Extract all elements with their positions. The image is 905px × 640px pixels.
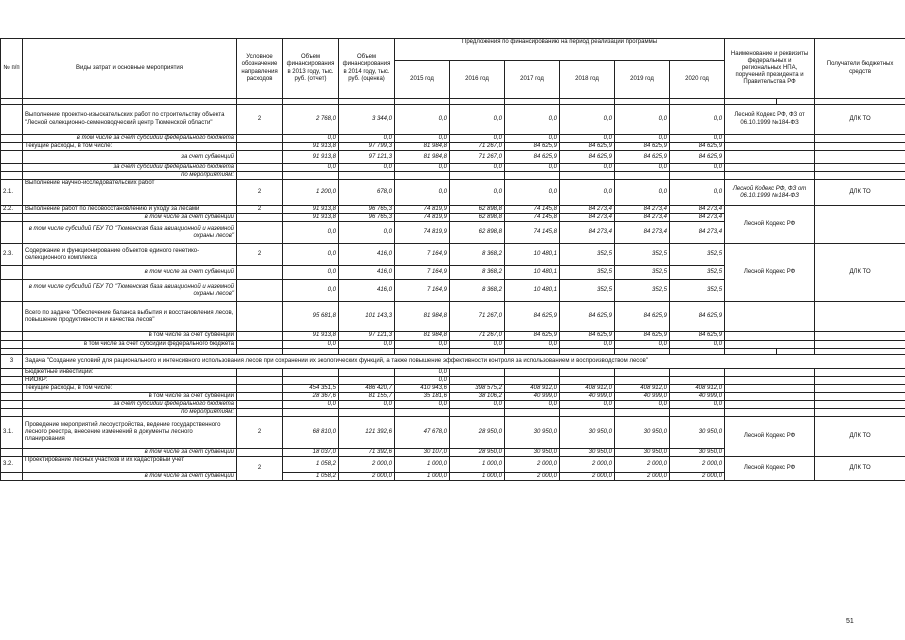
cell-value: 0,0 [450, 135, 505, 143]
cell-value: 1 000,0 [450, 473, 505, 481]
cell-value: 1 000,0 [395, 457, 450, 473]
cell-value: 10 480,1 [505, 266, 560, 280]
cell-value: 30 950,0 [505, 417, 560, 449]
cell-value: 35 181,6 [395, 392, 450, 400]
row-label: по мероприятиям: [23, 409, 237, 417]
row-code: 2 [237, 457, 283, 481]
row-label: в том числе субсидий ГБУ ТО "Тюменская база авиационной и наземной охраны лесов" [23, 280, 237, 302]
year-header: 2015 год [395, 61, 450, 99]
row-label: Всего по задаче "Обеспечение баланса выбытия и восстановления лесов, повышение продуктивности и качества лесов" [23, 302, 237, 332]
cell-value: 84 625,9 [560, 332, 615, 340]
cell-value: 0,0 [283, 280, 339, 302]
cell-value: 1 058,2 [283, 473, 339, 481]
cell-value: 2 000,0 [339, 457, 395, 473]
year-header: 2016 год [450, 61, 505, 99]
cell-value: 408 912,0 [560, 384, 615, 392]
cell-value: 0,0 [615, 180, 670, 206]
cell-value: 352,5 [560, 280, 615, 302]
cell-value: 0,0 [615, 135, 670, 143]
financing-table [0, 38, 905, 481]
cell-value: 97 121,3 [339, 332, 395, 340]
row-act: Лесной Кодекс РФ, ФЗ от 06.10.1999 №184-ФЗ [725, 180, 815, 206]
cell-value: 0,0 [670, 164, 725, 172]
row-label: Текущие расходы, в том числе: [23, 384, 237, 392]
table-row [1, 164, 905, 172]
cell-value: 408 912,0 [615, 384, 670, 392]
col-code-header: Условное обозначение направления расходов [237, 39, 283, 99]
cell-value: 0,0 [670, 340, 725, 348]
cell-value: 84 625,9 [560, 151, 615, 164]
cell-value: 91 913,8 [283, 151, 339, 164]
cell-value: 0,0 [283, 340, 339, 348]
cell-value: 0,0 [283, 135, 339, 143]
row-label: в том числе за счет субсидий федерального бюджета [23, 340, 237, 348]
cell-value: 352,5 [560, 244, 615, 266]
cell-value: 74 819,9 [395, 214, 450, 222]
cell-value: 30 950,0 [670, 449, 725, 457]
cell-value: 2 000,0 [615, 473, 670, 481]
row-label: Текущие расходы, в том числе: [23, 143, 237, 151]
row-label: Проектирование лесных участков и их кадастровый учет [23, 457, 237, 473]
cell-value: 47 678,0 [395, 417, 450, 449]
cell-value: 352,5 [615, 244, 670, 266]
cell-value: 352,5 [670, 266, 725, 280]
table-row [1, 409, 905, 417]
cell-value: 30 950,0 [615, 449, 670, 457]
table-row [1, 244, 905, 266]
row-code: 2 [237, 180, 283, 206]
cell-value: 0,0 [283, 244, 339, 266]
cell-value: 81 984,8 [395, 302, 450, 332]
table-row [1, 105, 905, 135]
year-header: 2018 год [560, 61, 615, 99]
cell-value: 84 625,9 [560, 143, 615, 151]
col-proposals-header: Предложения по финансированию на период реализации программы [395, 39, 725, 61]
cell-value: 2 000,0 [670, 473, 725, 481]
row-num: 2.3. [1, 244, 23, 266]
cell-value: 18 037,0 [283, 449, 339, 457]
row-label: за счет субсидий федерального бюджета [23, 164, 237, 172]
table-row [1, 340, 905, 348]
cell-value: 1 000,0 [395, 473, 450, 481]
cell-value: 352,5 [670, 280, 725, 302]
year-header: 2017 год [505, 61, 560, 99]
cell-value: 0,0 [670, 105, 725, 135]
row-code: 2 [237, 417, 283, 449]
cell-value: 84 273,4 [615, 222, 670, 244]
cell-value: 0,0 [395, 105, 450, 135]
cell-value: 84 625,9 [615, 151, 670, 164]
cell-value: 0,0 [395, 340, 450, 348]
cell-value: 74 145,8 [505, 206, 560, 214]
cell-value: 0,0 [615, 164, 670, 172]
cell-value: 71 392,6 [339, 449, 395, 457]
cell-value: 0,0 [505, 105, 560, 135]
cell-value: 0,0 [339, 164, 395, 172]
table-row [1, 417, 905, 449]
row-code: 2 [237, 105, 283, 135]
cell-value: 0,0 [450, 400, 505, 408]
cell-value: 0,0 [505, 180, 560, 206]
cell-value: 91 913,8 [283, 332, 339, 340]
cell-value: 121 392,6 [339, 417, 395, 449]
cell-value: 84 273,4 [560, 222, 615, 244]
cell-value: 30 950,0 [615, 417, 670, 449]
cell-value: 8 368,2 [450, 280, 505, 302]
cell-value: 84 625,9 [615, 302, 670, 332]
cell-value: 84 625,9 [615, 332, 670, 340]
row-label: по мероприятиям: [23, 172, 237, 180]
cell-value: 0,0 [339, 340, 395, 348]
row-label: в том числе за счет субвенций [23, 473, 237, 481]
row-act: Лесной Кодекс РФ [725, 417, 815, 457]
table-row [1, 457, 905, 473]
cell-value: 8 368,2 [450, 244, 505, 266]
cell-value: 352,5 [615, 280, 670, 302]
cell-value: 30 950,0 [560, 417, 615, 449]
table-row [1, 384, 905, 392]
cell-value: 28 367,6 [283, 392, 339, 400]
cell-value: 84 625,9 [505, 151, 560, 164]
cell-value: 352,5 [560, 266, 615, 280]
row-recipient: ДЛК ТО [815, 244, 905, 302]
cell-value: 0,0 [395, 376, 450, 384]
table-row [1, 206, 905, 214]
col-recipients-header: Получатели бюджетных средств [815, 39, 905, 99]
year-header: 2020 год [670, 61, 725, 99]
cell-value: 38 106,2 [450, 392, 505, 400]
cell-value: 84 273,4 [670, 206, 725, 214]
row-code: 2 [237, 244, 283, 266]
cell-value: 0,0 [283, 164, 339, 172]
cell-value: 101 143,3 [339, 302, 395, 332]
cell-value: 84 273,4 [670, 222, 725, 244]
row-act: Лесной Кодекс РФ [725, 457, 815, 481]
cell-value: 68 810,0 [283, 417, 339, 449]
cell-value: 408 912,0 [505, 384, 560, 392]
cell-value: 7 164,9 [395, 280, 450, 302]
cell-value: 84 625,9 [505, 143, 560, 151]
task-title: Задача "Создание условий для рационального и интенсивного использования лесов при сохранении их экологических функций, а также повышение эффективности контроля за использованием и воспроизводством лесов" [23, 354, 905, 368]
row-label: Выполнение проектно-изыскательских работ по строительству объекта "Лесной селекционно-семеноводческий центр Тюменской области" [23, 105, 237, 135]
cell-value: 2 000,0 [670, 457, 725, 473]
cell-value: 10 480,1 [505, 244, 560, 266]
row-label: НИОКР: [23, 376, 237, 384]
col-2013-header: Объем финансирования в 2013 году, тыс. руб. (отчет) [283, 39, 339, 99]
cell-value: 96 765,3 [339, 214, 395, 222]
cell-value: 2 000,0 [615, 457, 670, 473]
cell-value: 84 625,9 [505, 332, 560, 340]
cell-value: 678,0 [339, 180, 395, 206]
cell-value: 81 155,7 [339, 392, 395, 400]
cell-value: 91 913,8 [283, 143, 339, 151]
cell-value: 84 273,4 [560, 214, 615, 222]
cell-value: 0,0 [395, 164, 450, 172]
cell-value: 0,0 [450, 105, 505, 135]
cell-value: 398 575,2 [450, 384, 505, 392]
cell-value: 0,0 [560, 340, 615, 348]
row-label: в том числе за счет субвенций [23, 266, 237, 280]
cell-value: 84 625,9 [670, 143, 725, 151]
row-label: Выполнение работ по лесовосстановлению и уходу за лесами [23, 206, 237, 214]
row-label: в том числе за счет субвенций [23, 332, 237, 340]
cell-value: 0,0 [283, 400, 339, 408]
cell-value: 74 819,9 [395, 206, 450, 214]
cell-value: 81 984,8 [395, 151, 450, 164]
cell-value: 2 768,0 [283, 105, 339, 135]
row-num: 2.1. [1, 180, 23, 206]
cell-value: 0,0 [560, 135, 615, 143]
row-label: Бюджетные инвестиции: [23, 368, 237, 376]
cell-value: 71 267,0 [450, 332, 505, 340]
cell-value: 96 765,3 [339, 206, 395, 214]
cell-value: 1 058,2 [283, 457, 339, 473]
col-type-header: Виды затрат и основные мероприятия [23, 39, 237, 99]
table-row [1, 172, 905, 180]
cell-value: 40 999,0 [670, 392, 725, 400]
cell-value: 0,0 [505, 340, 560, 348]
cell-value: 74 145,8 [505, 222, 560, 244]
row-act: Лесной Кодекс РФ [725, 244, 815, 302]
cell-value: 84 625,9 [670, 151, 725, 164]
cell-value: 352,5 [615, 266, 670, 280]
cell-value: 84 625,9 [670, 302, 725, 332]
table-row [1, 392, 905, 400]
row-label: Выполнение научно-исследовательских работ [23, 180, 237, 206]
col-num-header: № п/п [1, 39, 23, 99]
table-row [1, 400, 905, 408]
cell-value: 0,0 [615, 105, 670, 135]
table-row [1, 180, 905, 206]
cell-value: 3 344,0 [339, 105, 395, 135]
row-act: Лесной Кодекс РФ [725, 206, 815, 244]
cell-value: 0,0 [339, 135, 395, 143]
cell-value: 8 368,2 [450, 266, 505, 280]
cell-value: 0,0 [450, 164, 505, 172]
cell-value: 0,0 [560, 105, 615, 135]
cell-value: 1 200,0 [283, 180, 339, 206]
col-2014-header: Объем финансирования в 2014 году, тыс. руб. (оценка) [339, 39, 395, 99]
table-row [1, 376, 905, 384]
cell-value: 71 267,0 [450, 143, 505, 151]
cell-value: 74 819,9 [395, 222, 450, 244]
cell-value: 2 000,0 [560, 473, 615, 481]
cell-value: 28 950,0 [450, 417, 505, 449]
cell-value: 486 420,7 [339, 384, 395, 392]
cell-value: 97 121,3 [339, 151, 395, 164]
cell-value: 0,0 [283, 266, 339, 280]
cell-value: 0,0 [615, 340, 670, 348]
cell-value: 81 984,8 [395, 332, 450, 340]
cell-value: 30 107,0 [395, 449, 450, 457]
cell-value: 0,0 [505, 164, 560, 172]
cell-value: 2 000,0 [505, 457, 560, 473]
row-label: Содержание и функционирование объектов единого генетико-селекционного комплекса [23, 244, 237, 266]
cell-value: 74 145,8 [505, 214, 560, 222]
cell-value: 0,0 [395, 400, 450, 408]
cell-value: 30 950,0 [505, 449, 560, 457]
cell-value: 84 625,9 [505, 302, 560, 332]
row-label: в том числе субсидий ГБУ ТО "Тюменская база авиационной и наземной охраны лесов" [23, 222, 237, 244]
cell-value: 84 273,4 [670, 214, 725, 222]
cell-value: 84 273,4 [615, 206, 670, 214]
cell-value: 2 000,0 [339, 473, 395, 481]
cell-value: 2 000,0 [560, 457, 615, 473]
cell-value: 0,0 [560, 400, 615, 408]
cell-value: 30 950,0 [670, 417, 725, 449]
row-recipient: ДЛК ТО [815, 457, 905, 481]
cell-value: 40 999,0 [560, 392, 615, 400]
cell-value: 352,5 [670, 244, 725, 266]
cell-value: 0,0 [670, 180, 725, 206]
col-acts-header: Наименование и реквизиты федеральных и региональных НПА, поручений президента и Правительства РФ [725, 39, 815, 99]
cell-value: 95 681,8 [283, 302, 339, 332]
cell-value: 84 273,4 [560, 206, 615, 214]
row-label: Проведение мероприятий лесоустройства, ведение государственного лесного реестра, внесение изменений в документы лесного планирования [23, 417, 237, 449]
table-row [1, 143, 905, 151]
cell-value: 84 273,4 [615, 214, 670, 222]
row-label: в том числе за счет субсидий федерального бюджета [23, 135, 237, 143]
cell-value: 0,0 [615, 400, 670, 408]
cell-value: 84 625,9 [615, 143, 670, 151]
cell-value: 84 625,9 [670, 332, 725, 340]
cell-value: 1 000,0 [450, 457, 505, 473]
cell-value: 81 984,8 [395, 143, 450, 151]
cell-value: 454 351,5 [283, 384, 339, 392]
cell-value: 0,0 [283, 222, 339, 244]
row-num: 3.2. [1, 457, 23, 473]
cell-value: 0,0 [670, 135, 725, 143]
cell-value: 62 898,8 [450, 206, 505, 214]
cell-value: 0,0 [450, 340, 505, 348]
cell-value: 0,0 [395, 180, 450, 206]
cell-value: 416,0 [339, 266, 395, 280]
row-num: 3 [1, 354, 23, 368]
table-row [1, 302, 905, 332]
cell-value: 91 913,8 [283, 206, 339, 214]
cell-value: 28 950,0 [450, 449, 505, 457]
cell-value: 40 999,0 [615, 392, 670, 400]
cell-value: 0,0 [395, 368, 450, 376]
cell-value: 0,0 [339, 400, 395, 408]
row-recipient: ДЛК ТО [815, 180, 905, 206]
table-row [1, 368, 905, 376]
row-label: в том числе за счет субвенций [23, 214, 237, 222]
cell-value: 416,0 [339, 280, 395, 302]
page-number: 51 [846, 618, 854, 625]
cell-value: 408 912,0 [670, 384, 725, 392]
cell-value: 0,0 [450, 180, 505, 206]
cell-value: 0,0 [560, 180, 615, 206]
cell-value: 0,0 [560, 164, 615, 172]
cell-value: 0,0 [395, 135, 450, 143]
cell-value: 40 999,0 [505, 392, 560, 400]
row-label: в том числе за счет субвенций [23, 392, 237, 400]
row-num: 2.2. [1, 206, 23, 214]
cell-value: 10 480,1 [505, 280, 560, 302]
cell-value: 0,0 [505, 135, 560, 143]
cell-value: 30 950,0 [560, 449, 615, 457]
row-code: 2 [237, 206, 283, 214]
cell-value: 62 898,8 [450, 214, 505, 222]
cell-value: 71 267,0 [450, 151, 505, 164]
cell-value: 416,0 [339, 244, 395, 266]
cell-value: 2 000,0 [505, 473, 560, 481]
table-row [1, 354, 905, 368]
cell-value: 97 799,3 [339, 143, 395, 151]
row-label: в том числе за счет субвенций [23, 449, 237, 457]
cell-value: 0,0 [339, 222, 395, 244]
cell-value: 0,0 [670, 400, 725, 408]
table-row [1, 135, 905, 143]
cell-value: 91 913,8 [283, 214, 339, 222]
row-num: 3.1. [1, 417, 23, 449]
cell-value: 410 943,6 [395, 384, 450, 392]
cell-value: 7 164,9 [395, 244, 450, 266]
cell-value: 84 625,9 [560, 302, 615, 332]
year-header: 2019 год [615, 61, 670, 99]
row-recipient: ДЛК ТО [815, 105, 905, 135]
row-label: за счет субвенций [23, 151, 237, 164]
table-row [1, 151, 905, 164]
row-label: за счет субсидий федерального бюджета [23, 400, 237, 408]
cell-value: 0,0 [505, 400, 560, 408]
cell-value: 7 164,9 [395, 266, 450, 280]
cell-value: 62 898,8 [450, 222, 505, 244]
row-recipient: ДЛК ТО [815, 417, 905, 457]
table-row [1, 332, 905, 340]
row-act: Лесной Кодекс РФ, ФЗ от 06.10.1999 №184-ФЗ [725, 105, 815, 135]
cell-value: 71 267,0 [450, 302, 505, 332]
